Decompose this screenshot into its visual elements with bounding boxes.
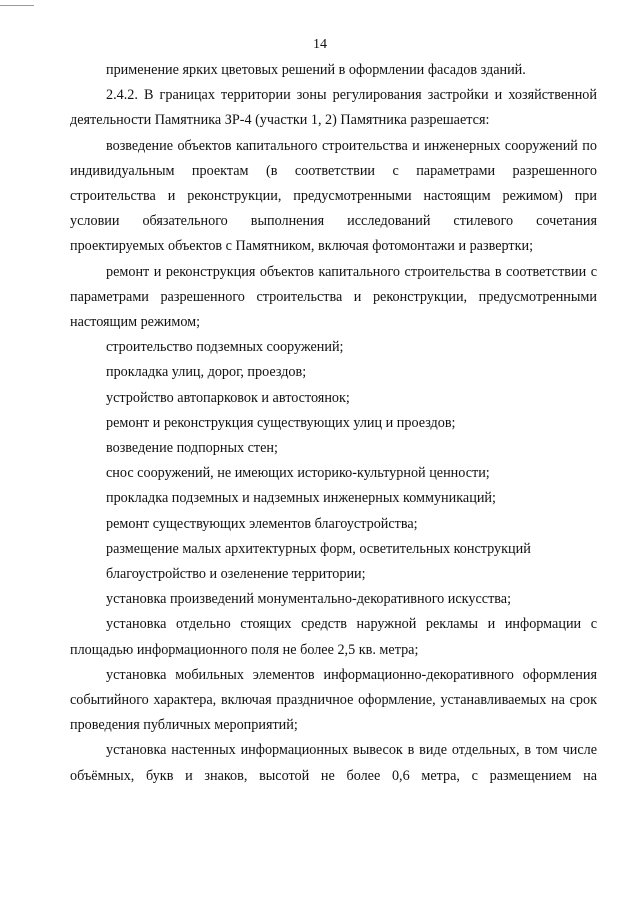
list-item: снос сооружений, не имеющих историко-культурной ценности; bbox=[106, 465, 490, 482]
list-item: установка произведений монументально-декоративного искусства; bbox=[106, 591, 512, 608]
list-item: устройство автопарковок и автостоянок; bbox=[106, 389, 350, 406]
list-item: ремонт существующих элементов благоустройства; bbox=[106, 515, 418, 532]
list-item: установка настенных информационных вывесок в виде отдельных, в том числе объёмных, букв и знаков, высотой не более 0,6 метра, с размещением на bbox=[70, 742, 597, 784]
section-heading-paragraph: 2.4.2. В границах территории зоны регулирования застройки и хозяйственной деятельности Памятника ЗР-4 (участки 1, 2) Памятника разрешается: bbox=[70, 87, 597, 129]
paragraph: применение ярких цветовых решений в оформлении фасадов зданий. bbox=[106, 62, 526, 78]
list-item: благоустройство и озеленение территории; bbox=[106, 566, 366, 583]
scan-corner-mark bbox=[0, 5, 34, 6]
document-body bbox=[70, 58, 597, 789]
list-item: установка отдельно стоящих средств наружной рекламы и информации с площадью информационного поля не более 2,5 кв. метра; bbox=[70, 616, 597, 658]
list-item: прокладка подземных и надземных инженерных коммуникаций; bbox=[106, 490, 496, 507]
list-item: ремонт и реконструкция объектов капитального строительства в соответствии с параметрами разрешенного строительства и реконструкции, предусмотренными настоящим режимом; bbox=[70, 263, 597, 331]
list-item: размещение малых архитектурных форм, осветительных конструкций bbox=[106, 540, 531, 557]
list-item: установка мобильных элементов информационно-декоративного оформления событийного характера, включая праздничное оформление, устанавливаемых на срок проведения публичных мероприятий; bbox=[70, 666, 597, 734]
list-item: строительство подземных сооружений; bbox=[106, 339, 344, 356]
list-item: возведение объектов капитального строительства и инженерных сооружений по индивидуальным проектам (в соответствии с параметрами разрешенного строительства и реконструкции, предусмотренными настоящим режимом) при условии обязательного выполнения исследований стилевого сочетания проектируемых объектов с Памятником, включая фотомонтажи и развертки; bbox=[70, 137, 597, 255]
list-item: прокладка улиц, дорог, проездов; bbox=[106, 364, 307, 381]
page-number: 14 bbox=[313, 37, 327, 52]
list-item: возведение подпорных стен; bbox=[106, 440, 278, 457]
list-item: ремонт и реконструкция существующих улиц и проездов; bbox=[106, 414, 456, 431]
